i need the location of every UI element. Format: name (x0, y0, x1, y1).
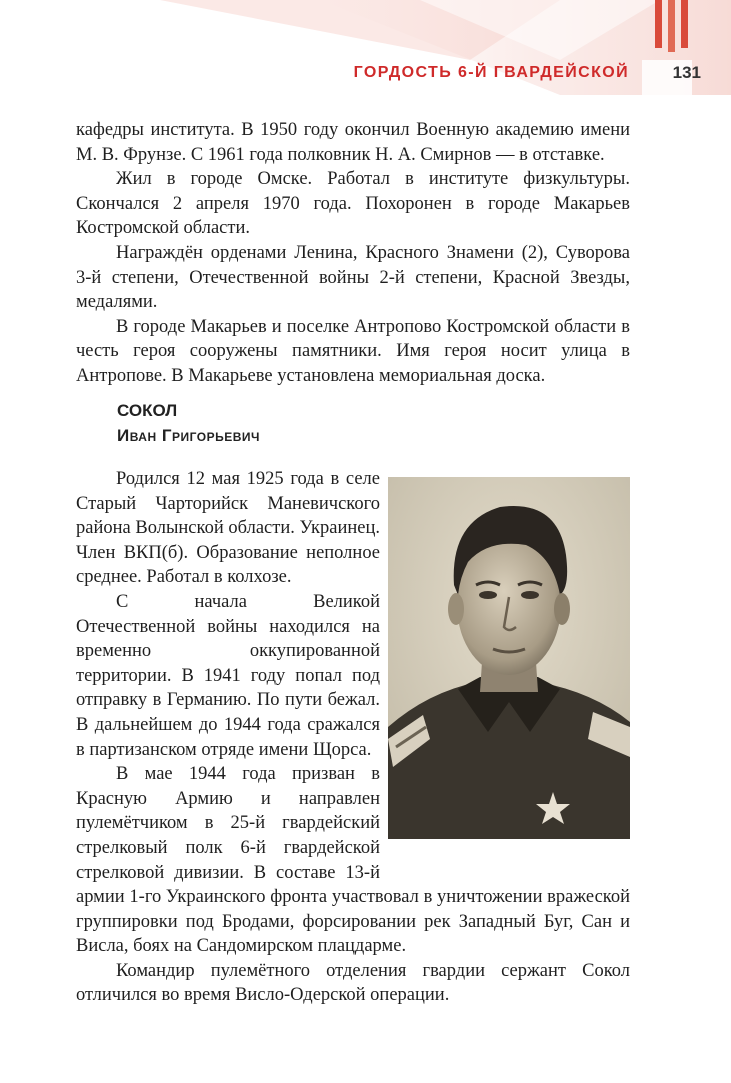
header-decoration (0, 0, 731, 110)
stripe-ribbon-graphic (655, 0, 688, 52)
paragraph: Командир пулемётного отделения гвардии сержант Сокол отличился во время Висло-Одерской операции. (76, 960, 630, 1006)
running-header-title: ГОРДОСТЬ 6-Й ГВАРДЕЙСКОЙ (353, 64, 629, 81)
paragraph: Жил в городе Омске. Работал в институте физкультуры. Скончался 2 апреля 1970 года. Похоронен в городе Макарьев Костромской области. (76, 169, 630, 239)
person-given-name: Иван Григорьевич (117, 426, 260, 445)
paragraph: С начала Великой Отечественной войны находился на временно оккупированной территории. В 1941 году попал под отправку в Германию. По пути бежал. В дальнейшем до 1944 года сражался в партизанском отряде имени Щорса. (76, 591, 380, 760)
intro-text (76, 118, 630, 389)
person-heading (117, 398, 260, 448)
paragraph: Награждён орденами Ленина, Красного Знамени (2), Суворова 3-й степени, Отечественной войны 2-й степени, Красной Звезды, медалями. (76, 242, 630, 313)
photo-space (380, 467, 630, 861)
paragraph: В городе Макарьев и поселке Антропово Костромской области в честь героя сооружены памятники. Имя героя носит улица в Антропове. В Макарьеве установлена мемориальная доска. (76, 316, 630, 386)
person-surname: СОКОЛ (117, 401, 178, 420)
paragraph: В мае 1944 года призван в Красную Армию и направлен пулемётчиком в 25-й гвардейский стрелковый полк 6-й гвардейской стрелковой дивизии. В составе 13-й армии 1-го Украинского фронта участвовал в уничтожении вражеской группировки под Бродами, форсировании рек Западный Буг, Сан и Висла, боях на Сандомирском плацдарме. (76, 764, 630, 957)
biography-text (76, 467, 630, 1008)
page-number: 131 (672, 63, 701, 82)
paragraph: Родился 12 мая 1925 года в селе Старый Чарторийск Маневичского района Волынской области. Украинец. Член ВКП(б). Образование неполное среднее. Работал в колхозе. (76, 469, 380, 588)
paragraph: кафедры института. В 1950 году окончил Военную академию имени М. В. Фрунзе. С 1961 года полковник Н. А. Смирнов — в отставке. (76, 120, 630, 165)
